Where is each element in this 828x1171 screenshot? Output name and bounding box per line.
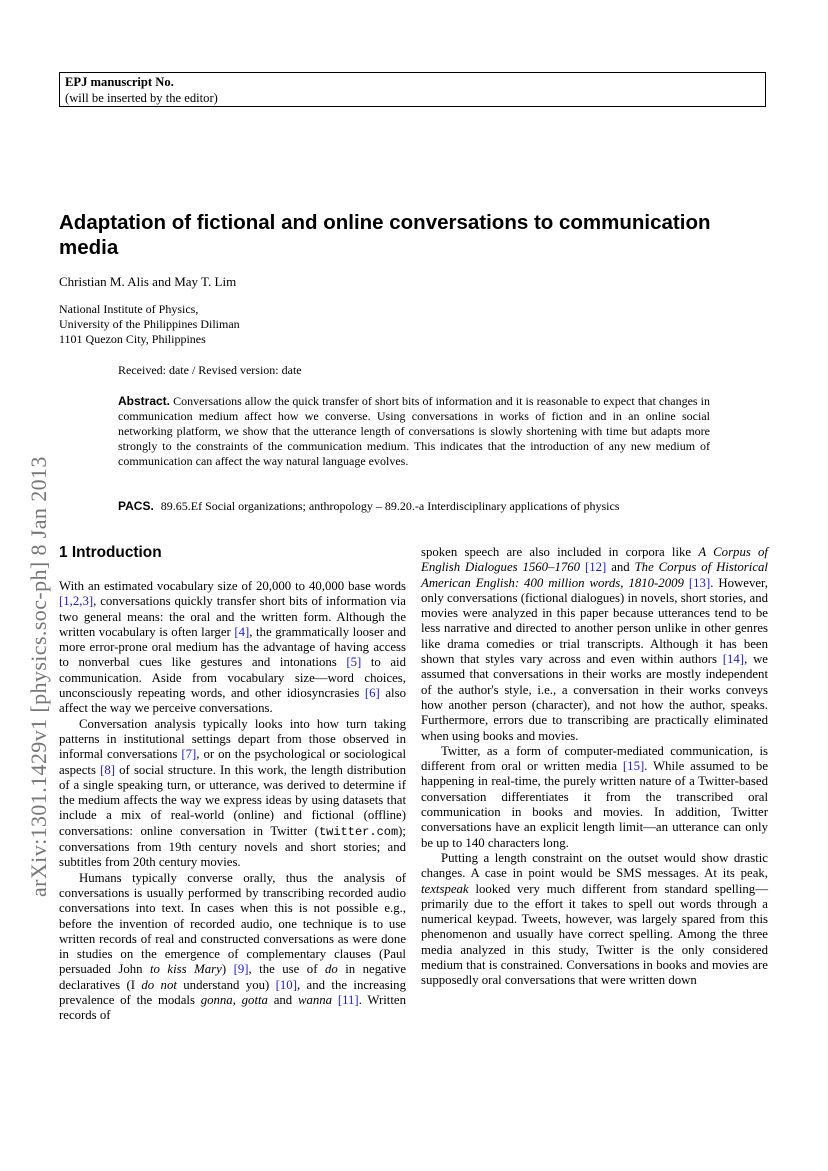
affiliation-line-1: National Institute of Physics, (59, 302, 199, 316)
affiliation (59, 302, 240, 347)
authors: Christian M. Alis and May T. Lim (59, 274, 237, 289)
header-line-2: (will be inserted by the editor) (65, 91, 218, 105)
citation-link[interactable]: [10] (275, 977, 297, 992)
paragraph: Putting a length constraint on the outset would show drastic changes. A case in point would be SMS messages. At its peak, textspeak looked very much different from standard spelling—primarily due to the effort it takes to spell out words through a numerical keypad. Tweets, however, was largely spared from this phenomenon and usually have correct spelling. Among the three media analyzed in this study, Twitter is the only considered medium that is constrained. Conversations in books and movies are supposedly oral conversations that were written down (421, 850, 768, 988)
citation-link[interactable]: [7] (181, 747, 197, 762)
received-date: Received: date / Revised version: date (118, 363, 302, 377)
citation-link[interactable]: [1,2,3] (59, 594, 94, 609)
citation-link[interactable]: [15] (622, 759, 645, 774)
twitter-url: twitter.com (318, 824, 399, 839)
citation-link[interactable]: [12] (584, 560, 607, 575)
paragraph: Humans typically converse orally, thus the analysis of conversations is usually performed by transcribing recorded audio conversations into text. In cases when this is not possible e.g., before the invention of recorded audio, one technique is to use written records of real and constructed conversations as were done in studies on the emergence of complementary clauses (Paul persuaded John to kiss Mary) [9], the use of do in negative declaratives (I do not understand you) [10], and the increasing prevalence of the modals gonna, gotta and wanna [11]. Written records of (59, 870, 406, 1023)
arxiv-side-stamp[interactable]: arXiv:1301.1429v1 [physics.soc-ph] 8 Jan 2013 (26, 456, 51, 897)
paragraph: Conversation analysis typically looks into how turn taking patterns in institutional settings depart from those observed in informal conversations [7], or on the psychological or sociological aspects [8] of social structure. In this work, the length distribution of a single speaking turn, or utterance, was derived to determine if the medium affects the way we express ideas by using datasets that include a mix of real-world (online) and fictional (offline) conversations: online conversation in Twitter (twitter.com); conversations from 19th century novels and short stories; and subtitles from 20th century movies. (59, 716, 406, 870)
citation-link[interactable]: [4] (234, 624, 250, 639)
manuscript-header-box (59, 72, 766, 107)
pacs-text: 89.65.Ef Social organizations; anthropology – 89.20.-a Interdisciplinary applications of physics (160, 499, 620, 513)
citation-link[interactable]: [11] (337, 993, 359, 1008)
paragraph: Twitter, as a form of computer-mediated communication, is different from oral or written media [15]. While assumed to be happening in real-time, the purely written nature of a Twitter-based conversation differentiates it from the transcribed oral communication in books and movies. In addition, Twitter conversations have an explicit length limit—an utterance can only be up to 140 characters long. (421, 743, 768, 850)
abstract-label: Abstract. (118, 394, 171, 408)
citation-link[interactable]: [5] (346, 655, 362, 670)
paragraph: With an estimated vocabulary size of 20,000 to 40,000 base words [1,2,3], conversations quickly transfer short bits of information via two general means: the oral and the written form. Although the written vocabulary is often larger [4], the grammatically looser and more error-prone oral medium has the advantage of having access to nonverbal cues like gestures and intonations [5] to aid communication. Aside from vocabulary size—word choices, unconsciously repeating words, and other idiosyncrasies [6] also affect the way we perceive conversations. (59, 579, 406, 716)
left-column (59, 543, 406, 1024)
section-title: 1 Introduction (59, 544, 162, 561)
pacs-line (118, 499, 619, 514)
pacs-label: PACS. (118, 499, 154, 513)
citation-link[interactable]: [9] (233, 962, 249, 977)
header-line-1: EPJ manuscript No. (65, 75, 174, 89)
paragraph: spoken speech are also included in corpora like A Corpus of English Dialogues 1560–1760 [12] and The Corpus of Historical American English: 400 million words, 1810-2009 [13]. However, only conversations (fictional dialogues) in novels, short stories, and movies were analyzed in this paper because utterances tend to be less narrative and directed to another person unlike in other genres like drama comedies or trial transcripts. Although it has been shown that styles vary across and even within authors [14], we assumed that conversations in their works are mostly independent of the author's style, i.e., a conversation in their works conveys how another person (character), and not how the author, speaks. Furthermore, errors due to transcribing are practically eliminated when using books and movies. (421, 545, 768, 743)
affiliation-line-2: University of the Philippines Diliman (59, 317, 240, 331)
citation-link[interactable]: [6] (364, 686, 380, 701)
citation-link[interactable]: [13] (688, 575, 711, 590)
citation-link[interactable]: [8] (100, 762, 116, 777)
citation-link[interactable]: [14] (722, 652, 745, 667)
abstract-text: Conversations allow the quick transfer of short bits of information and it is reasonable to expect that changes in communication medium affect how we converse. Using conversations in works of fiction and in an online social networking platform, we show that the utterance length of conversations is slowly shortening with time but adapts more strongly to the constraints of the communication medium. This indicates that the introduction of any new medium of communication can affect the way natural language evolves. (118, 394, 710, 469)
paper-title: Adaptation of fictional and online conversations to communication media (59, 211, 711, 259)
right-column (421, 545, 768, 989)
abstract (118, 394, 710, 469)
affiliation-line-3: 1101 Quezon City, Philippines (59, 332, 206, 346)
